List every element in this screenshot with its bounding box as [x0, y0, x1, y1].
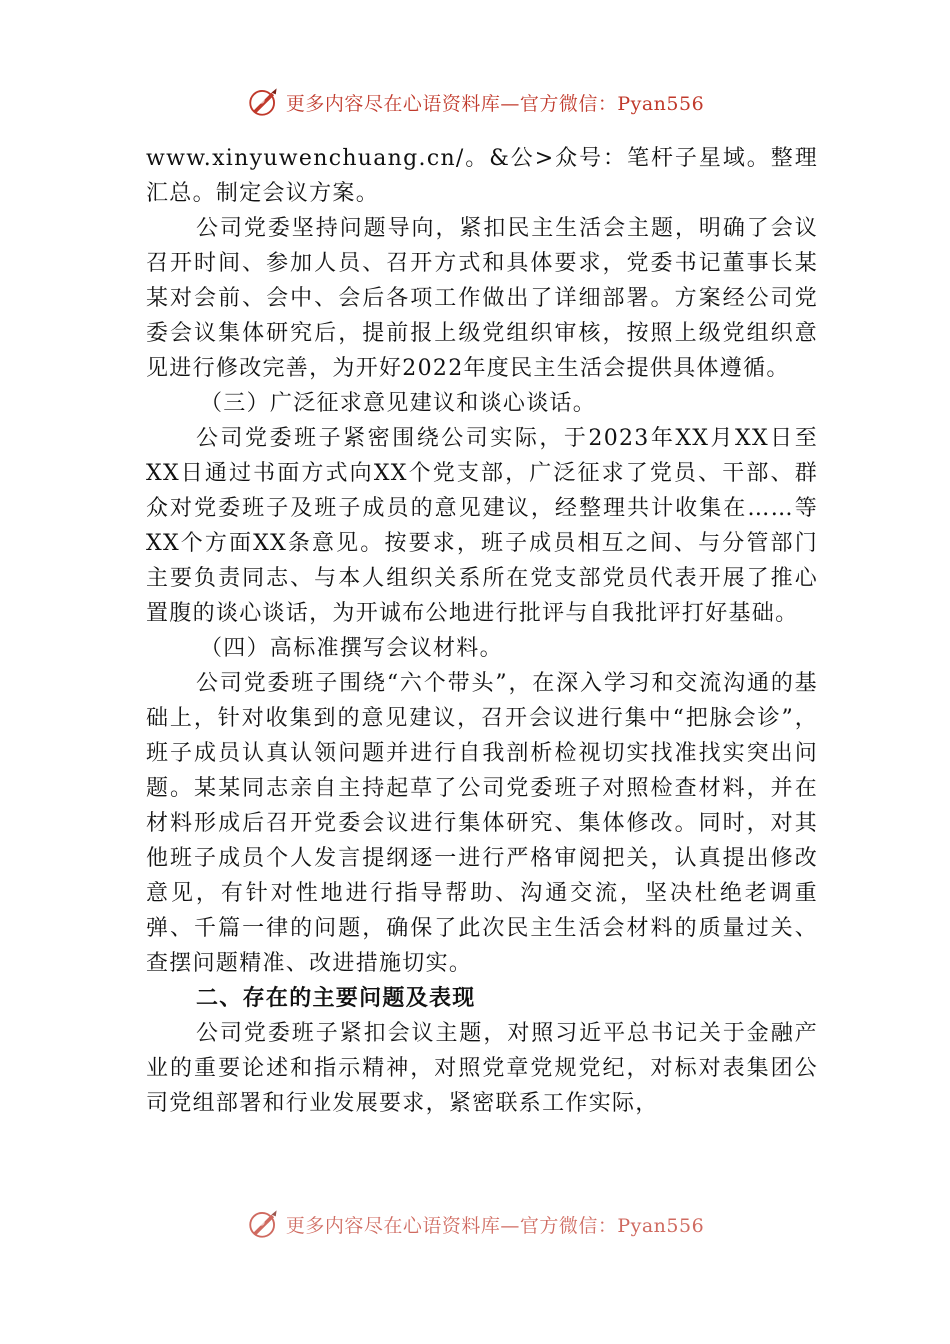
watermark-text: 更多内容尽在心语资料库—官方微信：Pyan556 — [285, 92, 705, 115]
document-body — [146, 141, 818, 1121]
pen-logo-icon — [246, 85, 280, 119]
paragraph-2: 公司党委坚持问题导向，紧扣民主生活会主题，明确了会议召开时间、参加人员、召开方式和具体要求，党委书记董事长某某对会前、会中、会后各项工作做出了详细部署。方案经公司党委会议集体研究后，提前报上级党组织审核，按照上级党组织意见进行修改完善，为开好2022年度民主生活会提供具体遵循。 — [146, 216, 818, 381]
watermark-footer — [0, 1206, 950, 1242]
paragraph-4: 公司党委班子紧密围绕公司实际，于2023年XX月XX日至XX日通过书面方式向XX个党支部，广泛征求了党员、干部、群众对党委班子及班子成员的意见建议，经整理共计收集在……等XX个方面XX条意见。按要求，班子成员相互之间、与分管部门主要负责同志、与本人组织关系所在党支部党员代表开展了推心置腹的谈心谈话，为开诚布公地进行批评与自我批评打好基础。 — [146, 426, 818, 626]
subheading-4: （四）高标准撰写会议材料。 — [200, 636, 503, 661]
section-heading-2: 二、存在的主要问题及表现 — [196, 986, 476, 1011]
subheading-3: （三）广泛征求意见建议和谈心谈话。 — [200, 391, 597, 416]
watermark-text: 更多内容尽在心语资料库—官方微信：Pyan556 — [285, 1214, 705, 1237]
watermark-header — [0, 84, 950, 120]
pen-logo-icon — [246, 1207, 280, 1241]
paragraph-5: 公司党委班子围绕“六个带头”，在深入学习和交流沟通的基础上，针对收集到的意见建议，召开会议进行集中“把脉会诊”，班子成员认真认领问题并进行自我剖析检视切实找准找实突出问题。某某同志亲自主持起草了公司党委班子对照检查材料，并在材料形成后召开党委会议进行集体研究、集体修改。同时，对其他班子成员个人发言提纲逐一进行严格审阅把关，认真提出修改意见，有针对性地进行指导帮助、沟通交流，坚决杜绝老调重弹、千篇一律的问题，确保了此次民主生活会材料的质量过关、查摆问题精准、改进措施切实。 — [146, 671, 818, 976]
paragraph-1: www.xinyuwenchuang.cn/。&公>众号：笔杆子星域。整理汇总。制定会议方案。 — [146, 146, 818, 206]
paragraph-6: 公司党委班子紧扣会议主题，对照习近平总书记关于金融产业的重要论述和指示精神，对照党章党规党纪，对标对表集团公司党组部署和行业发展要求，紧密联系工作实际， — [146, 1021, 818, 1116]
